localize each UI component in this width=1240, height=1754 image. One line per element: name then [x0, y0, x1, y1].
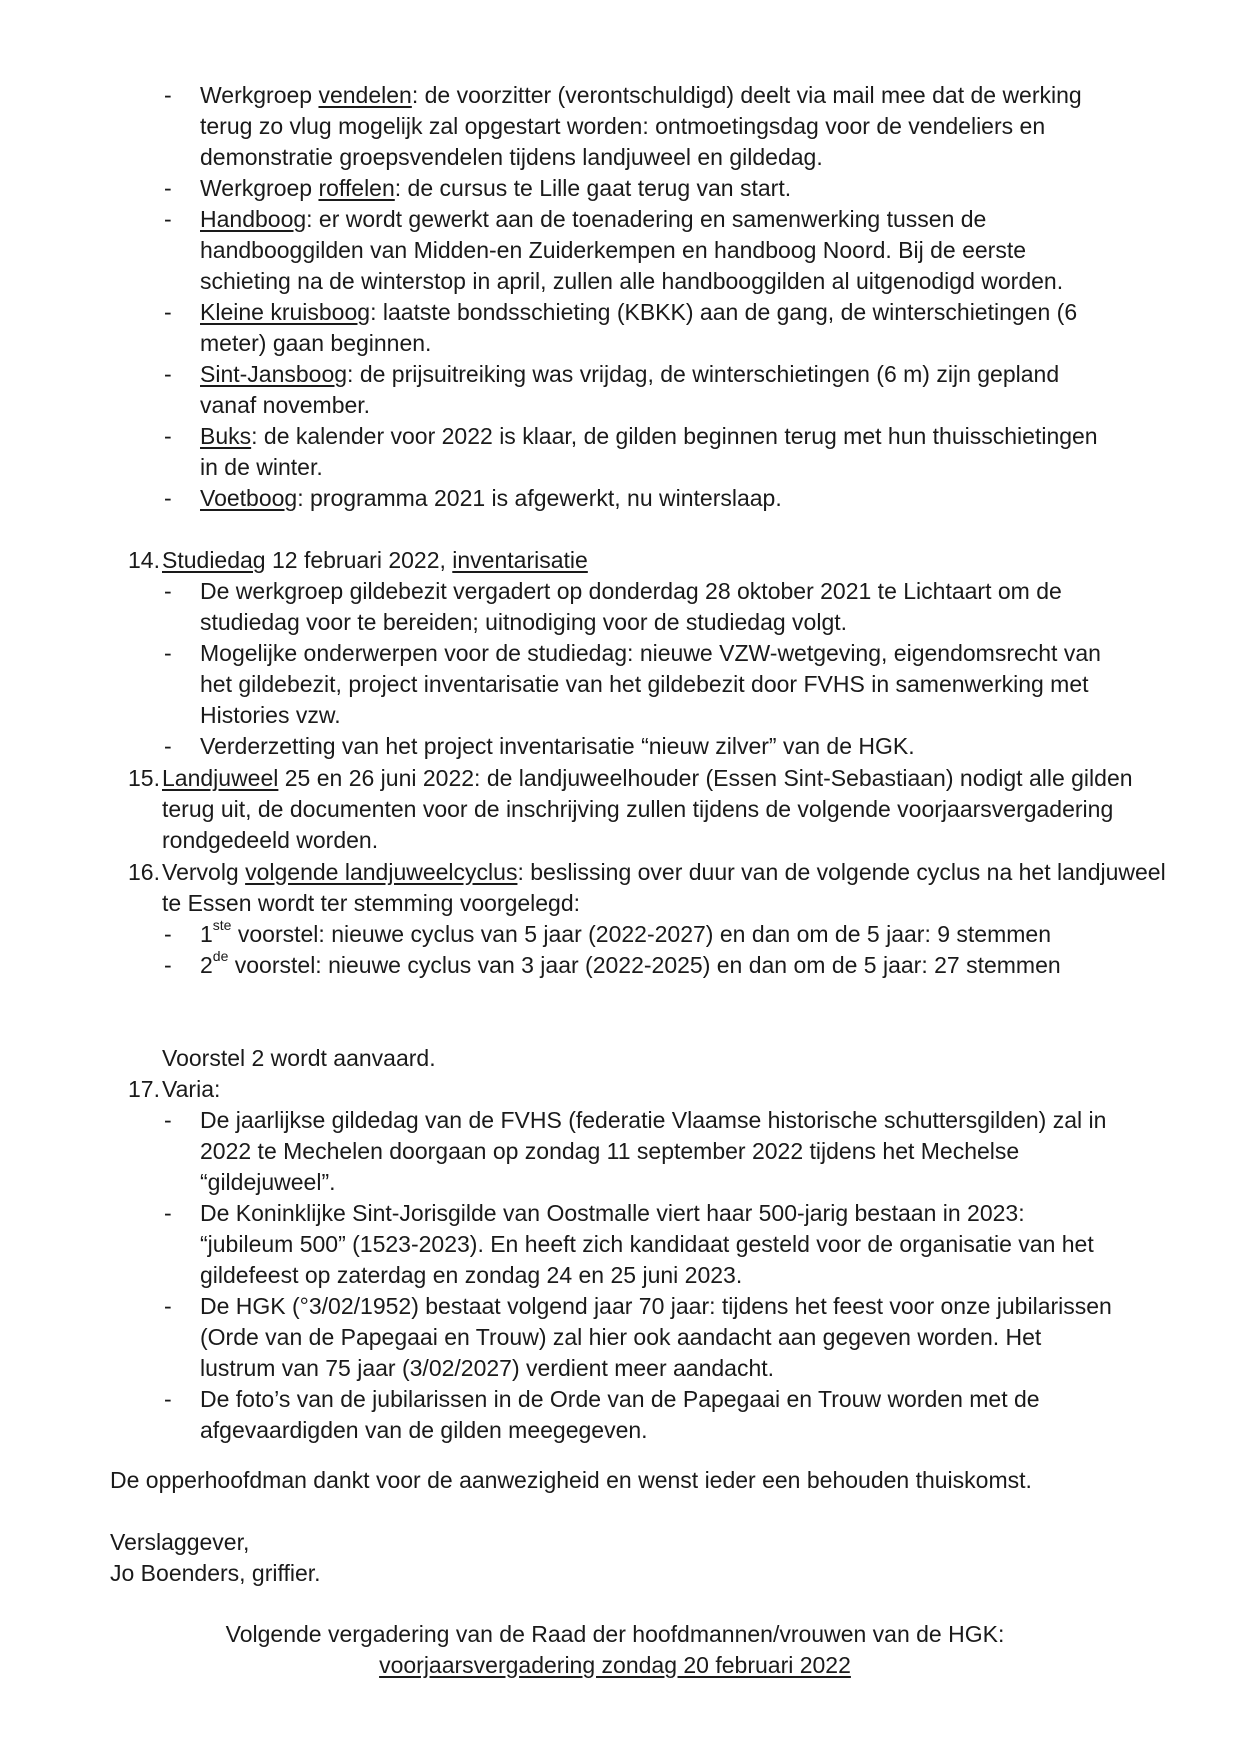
bullet-dash: - [164, 206, 172, 232]
bullet-dash: - [164, 733, 172, 759]
list-item: - Buks: de kalender voor 2022 is klaar, de gilden beginnen terug met hun thuisschietingen in de winter. [164, 423, 1098, 480]
list-item: - Sint-Jansboog: de prijsuitreiking was vrijdag, de winterschietingen (6 m) zijn gepland vanaf november. [164, 361, 1060, 418]
bullet-dash: - [164, 82, 172, 108]
section-heading: Voetboog [200, 485, 298, 511]
section-heading: Buks [200, 423, 252, 449]
item-title: Varia: [162, 1076, 221, 1102]
bullet-dash: - [164, 952, 172, 978]
item-number: 14. [128, 547, 160, 573]
bullet-dash: - [164, 1386, 172, 1412]
item-17-bullets [110, 1105, 1120, 1446]
list-item: - De foto’s van de jubilarissen in de Orde van de Papegaai en Trouw worden met de afgevaardigden van de gilden meegegeven. [164, 1386, 1040, 1443]
list-item: - Handboog: er wordt gewerkt aan de toenadering en samenwerking tussen de handbooggilden van Midden-en Zuiderkempen en handboog Noord. Bij de eerste schieting na de winterstop in april, zullen alle handbooggilden al uitgenodigd worden. [164, 206, 1064, 294]
section-heading: Sint-Jansboog [200, 361, 348, 387]
section-heading: Kleine kruisboog [200, 299, 371, 325]
bullet-dash: - [164, 361, 172, 387]
bullet-dash: - [164, 1200, 172, 1226]
item-title: Landjuweel [162, 765, 279, 791]
item-number: 17. [128, 1076, 160, 1102]
list-item: - 2de voorstel: nieuwe cyclus van 3 jaar (2022-2025) en dan om de 5 jaar: 27 stemmen [110, 950, 1120, 981]
signature-role: Verslaggever, [110, 1529, 250, 1555]
list-item: - De werkgroep gildebezit vergadert op donderdag 28 oktober 2021 te Lichtaart om de studiedag voor te bereiden; uitnodiging voor de studiedag volgt. [164, 578, 1062, 635]
list-item: - Verderzetting van het project inventarisatie “nieuw zilver” van de HGK. [110, 731, 1120, 762]
item-subtitle: inventarisatie [452, 547, 588, 573]
item-14-bullets [110, 576, 1120, 762]
section-heading: roffelen [318, 175, 395, 201]
next-meeting-date: voorjaarsvergadering zondag 20 februari 2022 [379, 1652, 851, 1678]
bullet-dash: - [164, 1293, 172, 1319]
werkgroepen-list [110, 80, 1120, 514]
agenda-item-15: 15. Landjuweel 25 en 26 juni 2022: de landjuweelhouder (Essen Sint-Sebastiaan) nodigt alle gilden terug uit, de documenten voor de inschrijving zullen tijdens de volgende voorjaarsvergadering rondgedeeld worden. [110, 763, 1172, 856]
list-item: - De HGK (°3/02/1952) bestaat volgend jaar 70 jaar: tijdens het feest voor onze jubilarissen (Orde van de Papegaai en Trouw) zal hier ook aandacht aan gegeven worden. Het lustrum van 75 jaar (3/02/2027) verdient meer aandacht. [164, 1293, 1112, 1381]
list-item: - Werkgroep vendelen: de voorzitter (verontschuldigd) deelt via mail mee dat de werking terug zo vlug mogelijk zal opgestart worden: ontmoetingsdag voor de vendeliers en demonstratie groepsvendelen tijdens landjuweel en gildedag. [164, 82, 1082, 170]
item-title: Studiedag [162, 547, 266, 573]
list-item: - Werkgroep roffelen: de cursus te Lille gaat terug van start. [110, 173, 1120, 204]
next-meeting [110, 1619, 1120, 1681]
list-item: - De jaarlijkse gildedag van de FVHS (federatie Vlaamse historische schuttersgilden) zal in 2022 te Mechelen doorgaan op zondag 11 september 2022 tijdens het Mechelse “gildejuweel”. [164, 1107, 1107, 1195]
bullet-dash: - [164, 299, 172, 325]
bullet-dash: - [164, 175, 172, 201]
item-title: volgende landjuweelcyclus [245, 859, 518, 885]
signature-name: Jo Boenders, griffier. [110, 1560, 321, 1586]
item-16-votes [110, 919, 1120, 981]
signature-block [110, 1527, 710, 1589]
vote-conclusion: Voorstel 2 wordt aanvaard. [162, 1045, 436, 1071]
bullet-dash: - [164, 578, 172, 604]
bullet-dash: - [164, 485, 172, 511]
list-item: - De Koninklijke Sint-Jorisgilde van Oostmalle viert haar 500-jarig bestaan in 2023: “jubileum 500” (1523-2023). En heeft zich kandidaat gesteld voor de organisatie van het gildefeest op zaterdag en zondag 24 en 25 juni 2023. [164, 1200, 1094, 1288]
bullet-dash: - [164, 423, 172, 449]
agenda-item-16: 16. Vervolg volgende landjuweelcyclus: beslissing over duur van de volgende cyclus na het landjuweel te Essen wordt ter stemming voorgelegd: [110, 857, 1172, 919]
item-number: 15. [128, 765, 160, 791]
section-heading: vendelen [318, 82, 412, 108]
list-item: - Mogelijke onderwerpen voor de studiedag: nieuwe VZW-wetgeving, eigendomsrecht van het gildebezit, project inventarisatie van het gildebezit door FVHS in samenwerking met Histories vzw. [164, 640, 1101, 728]
list-item: - Kleine kruisboog: laatste bondsschieting (KBKK) aan de gang, de winterschietingen (6 meter) gaan beginnen. [164, 299, 1078, 356]
bullet-dash: - [164, 1107, 172, 1133]
bullet-dash: - [164, 640, 172, 666]
section-heading: Handboog [200, 206, 307, 232]
closing-remark: De opperhoofdman dankt voor de aanwezigheid en wenst ieder een behouden thuiskomst. [110, 1467, 1032, 1493]
list-item: - Voetboog: programma 2021 is afgewerkt, nu winterslaap. [110, 483, 1120, 514]
item-number: 16. [128, 859, 160, 885]
agenda-item-17 [110, 1074, 1172, 1105]
list-item: - 1ste voorstel: nieuwe cyclus van 5 jaar (2022-2027) en dan om de 5 jaar: 9 stemmen [110, 919, 1120, 950]
bullet-dash: - [164, 921, 172, 947]
agenda-item-14: 14. Studiedag 12 februari 2022, inventarisatie [110, 545, 1172, 576]
next-meeting-intro: Volgende vergadering van de Raad der hoofdmannen/vrouwen van de HGK: [225, 1621, 1005, 1647]
